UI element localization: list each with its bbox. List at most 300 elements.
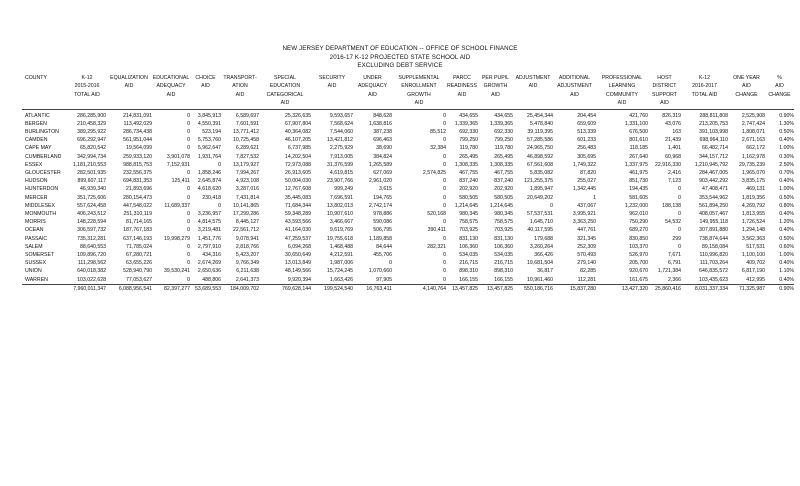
value-cell: 0 xyxy=(187,137,190,144)
value-cell: 0.40% xyxy=(779,178,794,185)
value-cell: 1,858,246 xyxy=(197,170,221,177)
value-cell: 978,886 xyxy=(373,211,392,218)
value-cell: 520,168 xyxy=(427,211,446,218)
value-cell: 0 xyxy=(389,260,392,267)
value-cell: 676,500 xyxy=(629,129,648,136)
value-cell: 32,384 xyxy=(430,145,446,152)
value-cell: 390,411 xyxy=(427,227,446,234)
value-cell: 1,663,426 xyxy=(329,276,353,283)
value-cell: 848,628 xyxy=(373,112,392,119)
table-row xyxy=(22,259,794,267)
value-cell: 0 xyxy=(443,202,446,209)
value-cell: 19,681,504 xyxy=(527,260,553,267)
table-row xyxy=(22,235,794,243)
value-cell: 389,295,922 xyxy=(77,129,106,136)
value-cell: 63,655,226 xyxy=(126,260,152,267)
county-name-cell: SALEM xyxy=(25,243,43,250)
value-cell: 3,901,078 xyxy=(166,153,190,160)
value-cell: 513,339 xyxy=(577,129,596,136)
value-cell: 434,655 xyxy=(459,112,478,119)
value-cell: 77,053,627 xyxy=(126,276,152,283)
total-value-cell: 15,837,280 xyxy=(553,284,596,293)
table-row xyxy=(22,177,794,185)
value-cell: 251,310,119 xyxy=(123,211,152,218)
totals-row xyxy=(22,284,794,293)
value-cell: 0.40% xyxy=(779,227,794,234)
value-cell: 0 xyxy=(443,161,446,168)
county-name-cell: MORRIS xyxy=(25,219,46,226)
value-cell: 962,010 xyxy=(629,211,648,218)
value-cell: 89,158,084 xyxy=(702,243,728,250)
value-cell: 662,172 xyxy=(746,145,765,152)
value-cell: 24,965,750 xyxy=(527,145,553,152)
value-cell: 149,955,118 xyxy=(699,219,728,226)
value-cell: 0.50% xyxy=(779,194,794,201)
value-cell: 46,898,592 xyxy=(527,153,553,160)
value-cell: 13,802,013 xyxy=(327,202,353,209)
column-header: HOST DISTRICT SUPPORT AID xyxy=(648,74,681,109)
value-cell: 899,607,117 xyxy=(77,178,106,185)
value-cell: 29,735,239 xyxy=(739,161,765,168)
value-cell: 659,609 xyxy=(577,120,596,127)
value-cell: 0.40% xyxy=(779,276,794,283)
value-cell: 1,931,764 xyxy=(197,153,221,160)
table-row xyxy=(22,218,794,226)
value-cell: 703,925 xyxy=(494,227,513,234)
value-cell: 0 xyxy=(678,227,681,234)
value-cell: 694,831,353 xyxy=(123,178,152,185)
value-cell: 255,027 xyxy=(577,178,596,185)
value-cell: 570,493 xyxy=(577,252,596,259)
value-cell: 43,593,566 xyxy=(285,219,311,226)
value-cell: 202,920 xyxy=(494,186,513,193)
value-cell: 1,265,589 xyxy=(368,161,392,168)
total-value-cell: 71,325,987 xyxy=(728,284,765,293)
value-cell: 9,593,657 xyxy=(329,112,353,119)
report-title-department: NEW JERSEY DEPARTMENT OF EDUCATION -- OFFICE OF SCHOOL FINANCE xyxy=(282,45,518,52)
value-cell: 6,289,621 xyxy=(235,145,259,152)
value-cell: 46,939,340 xyxy=(80,186,106,193)
value-cell: 6,817,190 xyxy=(741,268,765,275)
value-cell: 0 xyxy=(443,194,446,201)
value-cell: 5,962,647 xyxy=(197,145,221,152)
value-cell: 47,408,471 xyxy=(702,186,728,193)
value-cell: 580,505 xyxy=(459,194,478,201)
value-cell: 412,995 xyxy=(746,276,765,283)
value-cell: 25,454,344 xyxy=(527,112,553,119)
county-name-cell: GLOUCESTER xyxy=(25,170,61,177)
value-cell: 194,435 xyxy=(629,186,648,193)
value-cell: 1,331,100 xyxy=(624,120,648,127)
value-cell: 455,706 xyxy=(373,252,392,259)
value-cell: 1,308,335 xyxy=(489,161,513,168)
value-cell: 0.40% xyxy=(779,137,794,144)
column-header: CHOICE AID xyxy=(190,74,221,109)
value-cell: 0 xyxy=(678,194,681,201)
value-cell: 111,298,562 xyxy=(77,260,106,267)
value-cell: 1,070,660 xyxy=(368,268,392,275)
value-cell: 1,214,645 xyxy=(489,202,513,209)
total-value-cell: 82,397,277 xyxy=(152,284,190,293)
value-cell: 7,671 xyxy=(668,252,681,259)
value-cell: 0 xyxy=(443,219,446,226)
table-row xyxy=(22,128,794,136)
value-cell: 640,018,382 xyxy=(77,268,106,275)
table-row xyxy=(22,267,794,275)
value-cell: 1,308,335 xyxy=(454,161,478,168)
value-cell: 1,210,945,792 xyxy=(694,161,728,168)
value-cell: 20,649,202 xyxy=(527,194,553,201)
value-cell: 22,561,712 xyxy=(233,227,259,234)
value-cell: 7,431,814 xyxy=(235,194,259,201)
value-cell: 434,655 xyxy=(494,112,513,119)
value-cell: 523,194 xyxy=(202,129,221,136)
value-cell: 54,532 xyxy=(665,219,681,226)
value-cell: 1,232,000 xyxy=(624,202,648,209)
value-cell: 1,721,384 xyxy=(657,268,681,275)
value-cell: 988,815,753 xyxy=(123,161,152,168)
table-row xyxy=(22,153,794,161)
value-cell: 0 xyxy=(187,145,190,152)
value-cell: 1,468,488 xyxy=(329,243,353,250)
value-cell: 10,961,460 xyxy=(527,276,553,283)
value-cell: 1,808,071 xyxy=(741,129,765,136)
value-cell: 2,742,174 xyxy=(368,202,392,209)
value-cell: 1.10% xyxy=(779,268,794,275)
value-cell: 903,442,292 xyxy=(699,178,728,185)
value-cell: 1,342,445 xyxy=(572,186,596,193)
value-cell: 342,994,734 xyxy=(77,153,106,160)
value-cell: 837,240 xyxy=(459,178,478,185)
value-cell: 0 xyxy=(443,153,446,160)
value-cell: 366,426 xyxy=(534,252,553,259)
value-cell: 4,212,591 xyxy=(329,252,353,259)
value-cell: 210,458,329 xyxy=(77,120,106,127)
value-cell: 188,138 xyxy=(662,202,681,209)
value-cell: 461,975 xyxy=(629,170,648,177)
value-cell: 163 xyxy=(672,129,681,136)
value-cell: 601,233 xyxy=(577,137,596,144)
column-header: SUPPLEMENTAL ENROLLMENT GROWTH AID xyxy=(392,74,446,109)
value-cell: 213,205,753 xyxy=(699,120,728,127)
value-cell: 12,767,608 xyxy=(285,186,311,193)
value-cell: 1,451,776 xyxy=(197,235,221,242)
value-cell: 735,312,281 xyxy=(77,235,106,242)
value-cell: 38,690 xyxy=(376,145,392,152)
value-cell: 344,157,712 xyxy=(699,153,728,160)
value-cell: 557,624,458 xyxy=(77,202,106,209)
value-cell: 39,119,395 xyxy=(527,129,553,136)
table-body xyxy=(22,109,794,284)
value-cell: 3,995,921 xyxy=(572,211,596,218)
total-value-cell: 0.90% xyxy=(765,284,794,293)
column-header: PER PUPIL GROWTH AID xyxy=(478,74,513,109)
value-cell: 7,544,060 xyxy=(329,129,353,136)
value-cell: 13,421,812 xyxy=(327,137,353,144)
value-cell: 898,310 xyxy=(459,268,478,275)
value-cell: 103,022,628 xyxy=(77,276,106,283)
value-cell: 67,561,608 xyxy=(527,161,553,168)
value-cell: 2,671,163 xyxy=(741,137,765,144)
value-cell: 10,907,610 xyxy=(327,211,353,218)
value-cell: 1,339,365 xyxy=(489,120,513,127)
value-cell: 1,987,006 xyxy=(329,260,353,267)
value-cell: 299 xyxy=(672,235,681,242)
county-name-cell: SUSSEX xyxy=(25,260,47,267)
value-cell: 6,094,268 xyxy=(287,243,311,250)
column-header: ADDITIONAL ADJUSTMENT AID xyxy=(553,74,596,109)
value-cell: 1.30% xyxy=(779,120,794,127)
table-row xyxy=(22,226,794,234)
value-cell: 47,259,537 xyxy=(285,235,311,242)
value-cell: 194,765 xyxy=(373,194,392,201)
value-cell: 286,734,438 xyxy=(123,129,152,136)
value-cell: 0 xyxy=(187,243,190,250)
value-cell: 7,994,267 xyxy=(235,170,259,177)
county-name-cell: HUNTERDON xyxy=(25,186,59,193)
value-cell: 2,650,636 xyxy=(197,268,221,275)
total-value-cell: 8,031,337,334 xyxy=(681,284,728,293)
column-header: EQUALIZATION AID xyxy=(106,74,152,109)
value-cell: 0 xyxy=(678,186,681,193)
county-name-cell: ATLANTIC xyxy=(25,112,50,119)
value-cell: 109,896,720 xyxy=(77,252,106,259)
value-cell: 826,319 xyxy=(662,112,681,119)
value-cell: 831,130 xyxy=(494,235,513,242)
column-header: UNDER ADEQUACY AID xyxy=(353,74,392,109)
value-cell: 0 xyxy=(443,186,446,193)
column-header: COUNTY xyxy=(22,74,68,109)
value-cell: 40,364,082 xyxy=(285,129,311,136)
table-row xyxy=(22,144,794,152)
value-cell: 57,537,531 xyxy=(527,211,553,218)
value-cell: 5,835,082 xyxy=(529,170,553,177)
value-cell: 703,925 xyxy=(459,227,478,234)
value-cell: 2,747,424 xyxy=(741,120,765,127)
total-value-cell: 16,763,411 xyxy=(353,284,392,293)
value-cell: 1,214,645 xyxy=(454,202,478,209)
value-cell: 305,695 xyxy=(577,153,596,160)
value-cell: 205,700 xyxy=(629,260,648,267)
value-cell: 59,348,289 xyxy=(285,211,311,218)
value-cell: 421,760 xyxy=(629,112,648,119)
value-cell: 279,140 xyxy=(577,260,596,267)
value-cell: 85,512 xyxy=(430,129,446,136)
value-cell: 40,117,595 xyxy=(527,227,553,234)
value-cell: 57,285,586 xyxy=(527,137,553,144)
value-cell: 387,238 xyxy=(373,129,392,136)
value-cell: 408,057,467 xyxy=(699,211,728,218)
table-row xyxy=(22,161,794,169)
value-cell: 31,376,599 xyxy=(327,161,353,168)
value-cell: 19,564,099 xyxy=(126,145,152,152)
value-cell: 2,275,929 xyxy=(329,145,353,152)
value-cell: 284,467,005 xyxy=(699,170,728,177)
column-header: TRANSPORT- ATION AID xyxy=(221,74,259,109)
value-cell: 30,650,649 xyxy=(285,252,311,259)
report-title-aid-year: 2016-17 K-12 PROJECTED STATE SCHOOL AID xyxy=(329,53,471,61)
county-name-cell: CUMBERLAND xyxy=(25,153,62,160)
value-cell: 758,575 xyxy=(459,219,478,226)
value-cell: 3,615 xyxy=(379,186,392,193)
value-cell: 0.50% xyxy=(779,235,794,242)
column-header: SPECIAL EDUCATION CATEGORICAL AID xyxy=(259,74,311,109)
column-header: SECURITY AID xyxy=(311,74,353,109)
value-cell: 0 xyxy=(187,227,190,234)
value-cell: 851,730 xyxy=(629,178,648,185)
total-value-cell: 25,860,416 xyxy=(648,284,681,293)
value-cell: 3,562,363 xyxy=(741,235,765,242)
value-cell: 4,619,815 xyxy=(329,170,353,177)
value-cell: 321,345 xyxy=(577,235,596,242)
value-cell: 118,185 xyxy=(629,145,648,152)
value-cell: 84,644 xyxy=(376,243,392,250)
value-cell: 121,255,375 xyxy=(524,178,553,185)
value-cell: 17,299,286 xyxy=(233,211,259,218)
value-cell: 7,913,005 xyxy=(329,153,353,160)
value-cell: 0 xyxy=(187,194,190,201)
county-name-cell: CAPE MAY xyxy=(25,145,52,152)
column-header: % AID CHANGE xyxy=(765,74,794,109)
value-cell: 758,575 xyxy=(494,219,513,226)
value-cell: 87,820 xyxy=(580,170,596,177)
value-cell: 282,321 xyxy=(427,243,446,250)
table-row xyxy=(22,243,794,251)
value-cell: 21,439 xyxy=(665,137,681,144)
value-cell: 259,933,120 xyxy=(123,153,152,160)
value-cell: 351,725,606 xyxy=(77,194,106,201)
column-header: K-12 2016-2017 TOTAL AID xyxy=(681,74,728,109)
table-row xyxy=(22,169,794,177)
value-cell: 0 xyxy=(187,186,190,193)
county-name-cell: MERCER xyxy=(25,194,48,201)
value-cell: 252,309 xyxy=(577,243,596,250)
total-value-cell: 13,457,825 xyxy=(478,284,513,293)
value-cell: 256,483 xyxy=(577,145,596,152)
value-cell: 3,219,481 xyxy=(197,227,221,234)
value-cell: 4,814,575 xyxy=(197,219,221,226)
value-cell: 66,482,714 xyxy=(702,145,728,152)
value-cell: 1,813,955 xyxy=(741,211,765,218)
value-cell: 447,761 xyxy=(577,227,596,234)
value-cell: 837,240 xyxy=(494,178,513,185)
value-cell: 409,702 xyxy=(746,260,765,267)
value-cell: 13,771,412 xyxy=(233,129,259,136)
table-row xyxy=(22,109,794,120)
value-cell: 19,755,618 xyxy=(327,235,353,242)
total-value-cell: 13,457,825 xyxy=(446,284,478,293)
value-cell: 202,920 xyxy=(459,186,478,193)
value-cell: 0 xyxy=(187,120,190,127)
value-cell: 4,550,391 xyxy=(197,120,221,127)
value-cell: 267,640 xyxy=(629,153,648,160)
value-cell: 0.80% xyxy=(779,202,794,209)
value-cell: 1,401 xyxy=(668,145,681,152)
value-cell: 2,366 xyxy=(668,276,681,283)
value-cell: 3,845,913 xyxy=(197,112,221,119)
table-row xyxy=(22,185,794,193)
value-cell: 0.70% xyxy=(779,170,794,177)
value-cell: 1.20% xyxy=(779,219,794,226)
value-cell: 0 xyxy=(187,170,190,177)
value-cell: 0 xyxy=(443,120,446,127)
column-header: PARCC READINESS AID xyxy=(446,74,478,109)
value-cell: 3,363,250 xyxy=(572,219,596,226)
value-cell: 286,285,900 xyxy=(77,112,106,119)
value-cell: 0.40% xyxy=(779,211,794,218)
value-cell: 1 xyxy=(593,194,596,201)
value-cell: 0.60% xyxy=(779,243,794,250)
value-cell: 692,330 xyxy=(459,129,478,136)
value-cell: 2,961,020 xyxy=(368,178,392,185)
value-cell: 627,069 xyxy=(373,170,392,177)
value-cell: 8,445,127 xyxy=(235,219,259,226)
value-cell: 2,645,874 xyxy=(197,178,221,185)
value-cell: 1,819,356 xyxy=(741,194,765,201)
value-cell: 467,755 xyxy=(459,170,478,177)
value-cell: 23,907,766 xyxy=(327,178,353,185)
value-cell: 71,684,344 xyxy=(285,202,311,209)
value-cell: 3,236,957 xyxy=(197,211,221,218)
county-name-cell: HUDSON xyxy=(25,178,48,185)
value-cell: 2,416 xyxy=(668,170,681,177)
value-cell: 799,250 xyxy=(459,137,478,144)
value-cell: 0 xyxy=(187,211,190,218)
value-cell: 488,806 xyxy=(202,276,221,283)
value-cell: 1,895,947 xyxy=(529,186,553,193)
table-header-row xyxy=(22,74,794,109)
value-cell: 0 xyxy=(443,252,446,259)
total-value-cell: 53,689,553 xyxy=(190,284,221,293)
value-cell: 4,269,792 xyxy=(741,202,765,209)
table-row xyxy=(22,210,794,218)
value-cell: 103,435,623 xyxy=(699,276,728,283)
value-cell: 81,714,165 xyxy=(126,219,152,226)
value-cell: 265,495 xyxy=(494,153,513,160)
column-header: ONE YEAR AID CHANGE xyxy=(728,74,765,109)
value-cell: 517,531 xyxy=(746,243,765,250)
total-value-cell: 6,088,956,541 xyxy=(106,284,152,293)
value-cell: 534,035 xyxy=(494,252,513,259)
value-cell: 1,638,816 xyxy=(368,120,392,127)
value-cell: 65,820,542 xyxy=(80,145,106,152)
aid-table xyxy=(22,74,794,293)
value-cell: 9,920,394 xyxy=(287,276,311,283)
value-cell: 7,568,624 xyxy=(329,120,353,127)
value-cell: 4,923,108 xyxy=(235,178,259,185)
value-cell: 0 xyxy=(550,202,553,209)
value-cell: 0.50% xyxy=(779,129,794,136)
value-cell: 1,181,210,553 xyxy=(72,161,106,168)
value-cell: 2,574,825 xyxy=(422,170,446,177)
value-cell: 21,893,696 xyxy=(126,186,152,193)
value-cell: 581,605 xyxy=(629,194,648,201)
value-cell: 22,916,330 xyxy=(655,161,681,168)
value-cell: 7,601,591 xyxy=(235,120,259,127)
value-cell: 467,755 xyxy=(494,170,513,177)
value-cell: 6,791 xyxy=(668,260,681,267)
total-value-cell: 184,009,702 xyxy=(221,284,259,293)
value-cell: 216,715 xyxy=(459,260,478,267)
value-cell: 1,294,148 xyxy=(741,227,765,234)
value-cell: 0 xyxy=(187,252,190,259)
total-value-cell: 769,628,144 xyxy=(259,284,311,293)
value-cell: 204,454 xyxy=(577,112,596,119)
value-cell: 110,996,820 xyxy=(699,252,728,259)
value-cell: 166,155 xyxy=(494,276,513,283)
column-header: EDUCATIONAL ADEQUACY AID xyxy=(152,74,190,109)
value-cell: 526,970 xyxy=(629,252,648,259)
